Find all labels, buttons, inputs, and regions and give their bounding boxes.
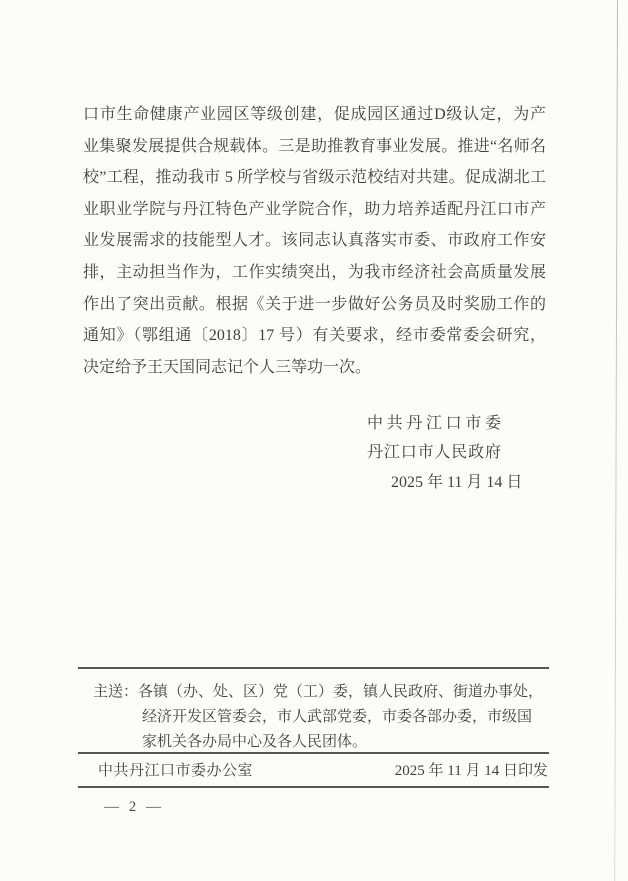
- distribution-list: [93, 680, 551, 756]
- separator-rule-top: [78, 667, 549, 669]
- body-line: 业集聚发展提供合规载体。三是助推教育事业发展。推进“名师名: [83, 137, 546, 155]
- body-line: 业发展需求的技能型人才。该同志认真落实市委、市政府工作安: [83, 232, 546, 250]
- distribution-line: 主送：各镇（办、处、区）党（工）委，镇人民政府、街道办事处，: [93, 684, 544, 700]
- body-line: 校”工程，推动我市 5 所学校与省级示范校结对共建。促成湖北工: [83, 169, 546, 187]
- body-line: 通知》（鄂组通〔2018〕17 号）有关要求，经市委常委会研究，: [83, 327, 546, 345]
- signature-block: [367, 409, 537, 497]
- signature-org-party: 中共丹江口市委: [367, 415, 501, 432]
- body-line: 排，主动担当作为，工作实绩突出，为我市经济社会高质量发展: [83, 263, 546, 281]
- print-date: 2025 年 11 月 14 日印发: [394, 763, 548, 779]
- scan-artifact-line: [614, 0, 618, 881]
- body-paragraph: [83, 99, 546, 383]
- distribution-line: 家机关各办局中心及各人民团体。: [142, 734, 368, 751]
- body-line: 作出了突出贡献。根据《关于进一步做好公务员及时奖励工作的: [83, 295, 546, 313]
- signature-date: 2025 年 11 月 14 日: [391, 473, 523, 491]
- signature-org-government: 丹江口市人民政府: [367, 444, 501, 462]
- separator-rule-middle: [78, 752, 549, 754]
- body-line: 口市生命健康产业园区等级创建，促成园区通过D级认定，为产: [83, 106, 546, 123]
- distribution-line: 经济开发区管委会，市人武部党委，市委各部办委，市级国: [142, 709, 533, 726]
- body-line: 决定给予王天国同志记个人三等功一次。: [83, 358, 372, 376]
- issuing-office: 中共丹江口市委办公室: [98, 763, 254, 779]
- separator-rule-bottom: [78, 786, 549, 788]
- issuance-row: [98, 759, 548, 784]
- body-line: 业职业学院与丹江特色产业学院合作，助力培养适配丹江口市产: [83, 200, 546, 218]
- page-number: — 2 —: [104, 799, 164, 815]
